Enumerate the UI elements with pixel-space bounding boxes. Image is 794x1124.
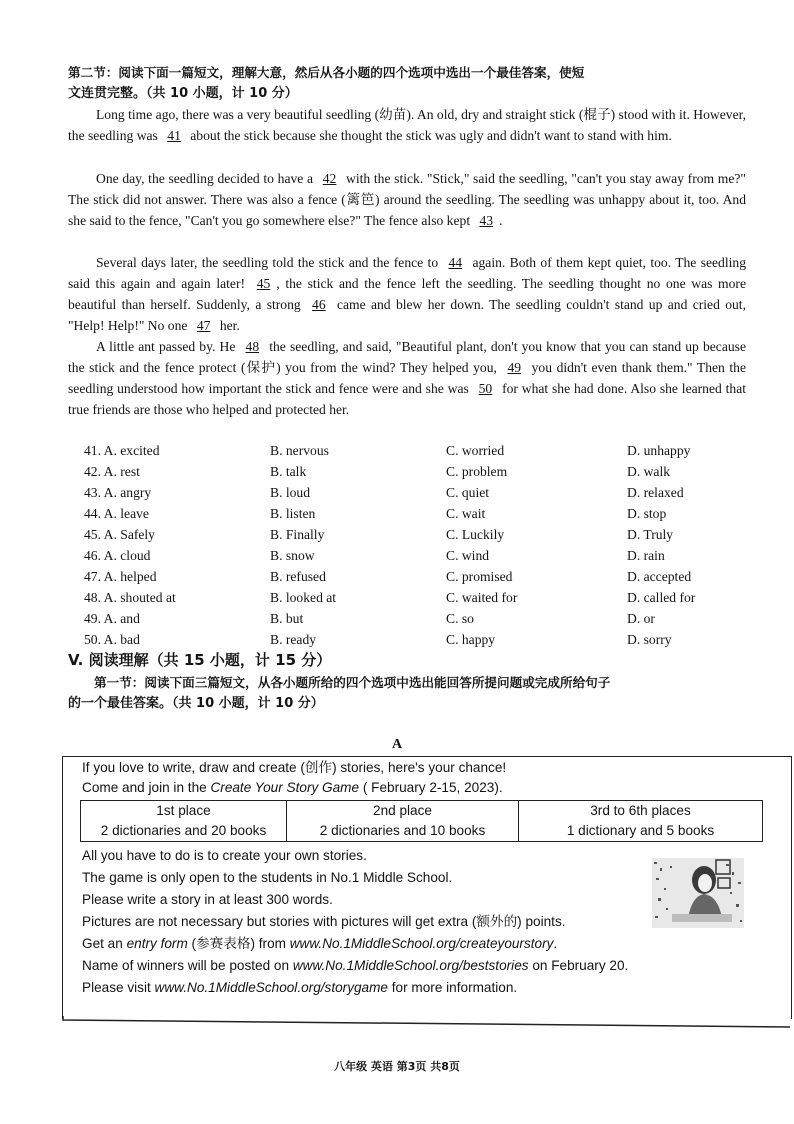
option-c: C. wait — [446, 506, 486, 521]
prize-award: 2 dictionaries and 10 books — [319, 823, 486, 838]
option-b: B. talk — [270, 464, 307, 479]
blank-44: 44 — [448, 255, 463, 270]
passage-paragraph-2 — [68, 168, 746, 231]
p1-text-b: about the stick because she thought the stick was ugly and didn't want to stand with him. — [190, 128, 672, 143]
notice-box-bottom-border — [62, 1016, 792, 1028]
blank-46: 46 — [312, 297, 326, 312]
prize-table-row — [81, 801, 763, 842]
passage-label: A — [391, 737, 403, 752]
option-row — [84, 587, 744, 608]
child-writing-illustration — [652, 858, 744, 928]
option-a: 49. A. and — [84, 611, 140, 626]
option-a: 50. A. bad — [84, 632, 140, 647]
p3-text-d: came and blew her down. The seedling couldn't stand up and cried out, "Help! Help!" No one — [68, 297, 746, 333]
option-a: 44. A. leave — [84, 506, 149, 521]
p3-text-a: Several days later, the seedling told the stick and the fence to — [96, 255, 439, 270]
visit-url: www.No.1MiddleSchool.org/storygame — [154, 980, 388, 995]
passage-paragraph-3 — [68, 252, 746, 336]
option-c: C. wind — [446, 548, 490, 563]
option-row — [84, 503, 744, 524]
blank-49: 49 — [507, 360, 522, 375]
p2-text-c: . — [499, 213, 503, 228]
option-c: C. worried — [446, 443, 505, 458]
rule-line: All you have to do is to create your own stories. — [82, 848, 367, 863]
rule-line: The game is only open to the students in No.1 Middle School. — [82, 870, 453, 885]
prize-place: 1st place — [156, 803, 211, 818]
option-row — [84, 482, 744, 503]
blank-42: 42 — [322, 171, 337, 186]
option-row — [84, 524, 744, 545]
answer-options — [84, 440, 744, 650]
option-c: C. quiet — [446, 485, 490, 500]
prize-place: 3rd to 6th places — [590, 803, 691, 818]
visit-end: for more information. — [388, 980, 518, 995]
p3-text-e: her. — [219, 318, 240, 333]
option-a: 45. A. Safely — [84, 527, 155, 542]
winners-date: on February 20. — [528, 958, 629, 973]
option-d: D. called for — [627, 590, 696, 605]
option-d: D. relaxed — [627, 485, 684, 500]
prize-cell-second — [287, 801, 519, 842]
visit-line — [82, 978, 782, 998]
p4-text-c: you didn't even thank them." Then the seedling understood how important the stick and fence were and she was — [68, 360, 746, 396]
option-c: C. promised — [446, 569, 513, 584]
visit-text: Please visit — [82, 980, 155, 995]
option-row — [84, 608, 744, 629]
passage-paragraph-4 — [68, 336, 746, 420]
blank-47: 47 — [196, 318, 211, 333]
prize-place: 2nd place — [373, 803, 432, 818]
section-heading — [68, 62, 748, 104]
option-a: 43. A. angry — [84, 485, 152, 500]
entry-text: Get an — [82, 936, 127, 951]
option-b: B. snow — [270, 548, 315, 563]
option-d: D. accepted — [627, 569, 692, 584]
blank-45: 45 — [256, 276, 271, 291]
option-b: B. looked at — [270, 590, 337, 605]
notice-intro: If you love to write, draw and create (创作) stories, here's your chance! — [82, 760, 507, 775]
p4-text-b: the seedling, and said, "Beautiful plant, don't you know that you can stand up because the stick and the fence protect (保护) you from the wind? They helped you, — [68, 339, 746, 375]
entry-form-term: entry form — [126, 936, 188, 951]
entry-text-cn: (参赛表格) from — [187, 936, 290, 951]
game-name: Create Your Story Game — [210, 780, 360, 795]
prize-award: 2 dictionaries and 20 books — [100, 823, 267, 838]
p3-text-b: again. Both of them kept quiet, too. The seedling said this again and again later! — [68, 255, 746, 291]
prize-cell-first — [81, 801, 287, 842]
option-a: 47. A. helped — [84, 569, 157, 584]
section-heading-line-2: 文连贯完整。（共 10 小题，计 10 分） — [68, 86, 298, 101]
rule-line: Please write a story in at least 300 words. — [82, 892, 333, 907]
option-a: 42. A. rest — [84, 464, 140, 479]
entry-end: . — [553, 936, 558, 951]
part5-instructions-line-2: 的一个最佳答案。（共 10 小题，计 10 分） — [68, 696, 324, 711]
option-d: D. sorry — [627, 632, 672, 647]
option-a: 41. A. excited — [84, 443, 160, 458]
option-b: B. listen — [270, 506, 316, 521]
option-c: C. happy — [446, 632, 496, 647]
option-d: D. unhappy — [627, 443, 691, 458]
option-d: D. or — [627, 611, 655, 626]
option-b: B. nervous — [270, 443, 329, 458]
option-c: C. problem — [446, 464, 508, 479]
option-b: B. loud — [270, 485, 311, 500]
entry-form-line — [82, 934, 782, 954]
option-b: B. ready — [270, 632, 317, 647]
p4-text-a: A little ant passed by. He — [96, 339, 236, 354]
option-d: D. walk — [627, 464, 671, 479]
blank-50: 50 — [478, 381, 493, 396]
option-c: C. Luckily — [446, 527, 505, 542]
p4-text-d: for what she had done. Also she learned that true friends are those who helped and protected her. — [68, 381, 747, 417]
winners-url: www.No.1MiddleSchool.org/beststories — [292, 958, 529, 973]
option-c: C. so — [446, 611, 474, 626]
blank-43: 43 — [479, 213, 494, 228]
entry-url: www.No.1MiddleSchool.org/createyourstory — [289, 936, 554, 951]
rule-line: Pictures are not necessary but stories with pictures will get extra (额外的) points. — [82, 914, 566, 929]
part5-title: V. 阅读理解（共 15 小题，计 15 分） — [68, 651, 332, 669]
p1-text-a: Long time ago, there was a very beautiful seedling (幼苗). An old, dry and straight stick (棍子) stood with it. However, the seedling was — [68, 107, 746, 143]
option-c: C. waited for — [446, 590, 518, 605]
blank-41: 41 — [167, 128, 181, 143]
option-d: D. Truly — [627, 527, 674, 542]
notice-join-text: Come and join in the — [82, 780, 211, 795]
winners-line — [82, 956, 782, 976]
part5-instructions-line-1: 第一节：阅读下面三篇短文，从各小题所给的四个选项中选出能回答所提问题或完成所给句子 — [94, 675, 611, 690]
passage-paragraph-1 — [68, 104, 746, 146]
prize-award: 1 dictionary and 5 books — [566, 823, 715, 838]
notice-join-line — [82, 778, 782, 798]
option-d: D. stop — [627, 506, 667, 521]
prize-table — [80, 800, 763, 842]
p2-text-b: with the stick. "Stick," said the seedling, "can't you stay away from me?" The stick did not answer. There was also a fence (篱笆) around the seedling. The seedling was unhappy about it, too. And she said to the fence, "Can't you go somewhere else?" The fence also kept — [68, 171, 746, 228]
option-row — [84, 440, 744, 461]
option-row — [84, 461, 744, 482]
option-row — [84, 629, 744, 650]
option-b: B. Finally — [270, 527, 325, 542]
blank-48: 48 — [245, 339, 260, 354]
p3-text-c: , the stick and the fence left the seedling. The seedling thought no one was more beautiful than herself. Suddenly, a strong — [68, 276, 746, 312]
option-b: B. but — [270, 611, 304, 626]
option-row — [84, 545, 744, 566]
option-b: B. refused — [270, 569, 326, 584]
option-a: 48. A. shouted at — [84, 590, 176, 605]
page-footer: 八年级 英语 第3页 共8页 — [334, 1060, 460, 1073]
part5-instructions — [94, 672, 744, 693]
prize-cell-third-to-sixth — [519, 801, 763, 842]
winners-text: Name of winners will be posted on — [82, 958, 293, 973]
option-d: D. rain — [627, 548, 665, 563]
option-row — [84, 566, 744, 587]
option-a: 46. A. cloud — [84, 548, 151, 563]
p2-text-a: One day, the seedling decided to have a — [96, 171, 314, 186]
section-heading-line-1: 第二节：阅读下面一篇短文，理解大意，然后从各小题的四个选项中选出一个最佳答案，使短 — [68, 65, 585, 80]
notice-dates: ( February 2-15, 2023). — [359, 780, 503, 795]
